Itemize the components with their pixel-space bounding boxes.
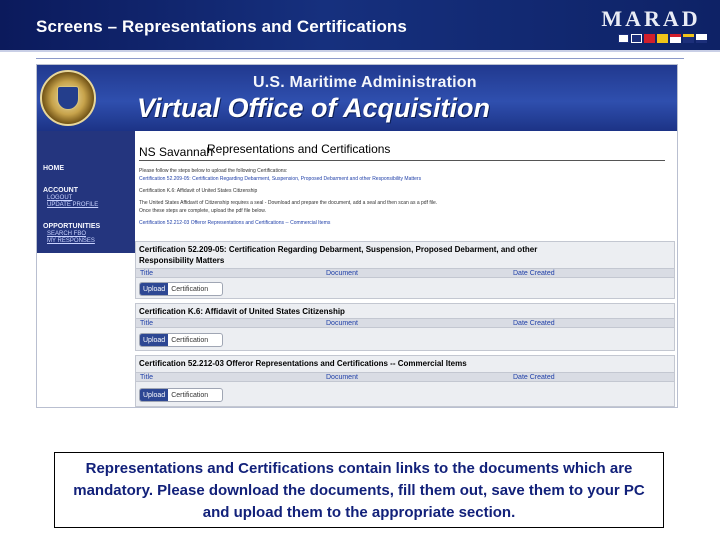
col-title: Title xyxy=(140,270,153,277)
col-date-created: Date Created xyxy=(513,374,555,381)
cert-columns xyxy=(136,268,674,278)
col-date-created: Date Created xyxy=(513,270,555,277)
marad-logo-text: MARAD xyxy=(601,6,701,31)
upload-label: Upload xyxy=(140,334,168,346)
cert-section xyxy=(135,355,675,407)
caption-box: Representations and Certifications contain links to the documents which are mandatory. Please download the documents, fill them out, save them to your PC and upload them to the appropriate section. xyxy=(54,452,664,528)
col-date-created: Date Created xyxy=(513,320,555,327)
nav-update-profile[interactable]: UPDATE PROFILE xyxy=(47,202,99,208)
nav-opportunities[interactable]: OPPORTUNITIES xyxy=(43,223,101,230)
marad-logo xyxy=(588,6,714,48)
nav-search-fbo[interactable]: SEARCH FBO xyxy=(47,231,87,237)
col-title: Title xyxy=(140,320,153,327)
left-nav xyxy=(37,131,135,253)
upload-certification-button[interactable] xyxy=(139,333,223,347)
signal-flags-icon xyxy=(618,34,707,44)
heading-divider xyxy=(139,160,665,161)
cert-k6-text: Certification K.6: Affidavit of United States Citizenship xyxy=(139,188,258,193)
cert-52-209-05-link[interactable]: Certification 52.209-05: Certification Regarding Debarment, Suspension, Proposed Debarment and other Responsibility Matters xyxy=(139,176,422,181)
site-title: Virtual Office of Acquisition xyxy=(137,93,491,123)
cert-52-212-03-link[interactable]: Certification 52.212-03 Offeror Representations and Certifications -- Commercial Items xyxy=(139,220,331,225)
header-divider xyxy=(36,58,684,59)
cert-columns xyxy=(136,318,674,328)
cert-section xyxy=(135,241,675,299)
affidavit-instructions: The United States Affidavit of Citizenship requires a seal - Download and prepare the document, add a seal and then scan as a pdf file. xyxy=(139,200,438,205)
site-banner xyxy=(37,65,677,131)
certification-label: Certification xyxy=(171,336,209,344)
certification-label: Certification xyxy=(171,391,209,399)
cert-columns xyxy=(136,372,674,382)
col-document: Document xyxy=(326,320,358,327)
nav-logout[interactable]: LOGOUT xyxy=(47,195,73,201)
cert-section-title: Certification 52.209-05: Certification Regarding Debarment, Suspension, Proposed Debarment, and other Responsibility Matters xyxy=(139,245,538,265)
upload-instructions: Once these steps are complete, upload the pdf file below. xyxy=(139,208,267,213)
slide-title: Screens – Representations and Certifications xyxy=(36,17,407,36)
website-screenshot xyxy=(36,64,678,408)
site-agency-name: U.S. Maritime Administration xyxy=(253,74,477,91)
instructions-intro: Please follow the steps below to upload the following Certifications: xyxy=(139,168,288,173)
page-heading: Representations and Certifications xyxy=(207,142,391,156)
cert-section-title: Certification 52.212-03 Offeror Representations and Certifications -- Commercial Items xyxy=(139,359,467,368)
col-document: Document xyxy=(326,374,358,381)
nav-account[interactable]: ACCOUNT xyxy=(43,187,78,194)
agency-seal-icon xyxy=(40,70,96,126)
upload-certification-button[interactable] xyxy=(139,388,223,402)
nav-home[interactable]: HOME xyxy=(43,165,64,172)
certification-label: Certification xyxy=(171,285,209,293)
cert-section xyxy=(135,303,675,351)
cert-section-title: Certification K.6: Affidavit of United States Citizenship xyxy=(139,307,345,316)
main-content xyxy=(135,131,675,408)
col-document: Document xyxy=(326,270,358,277)
slide-header xyxy=(0,0,720,52)
upload-label: Upload xyxy=(140,389,168,401)
vessel-name: NS Savannah xyxy=(139,145,214,159)
col-title: Title xyxy=(140,374,153,381)
nav-my-responses[interactable]: MY RESPONSES xyxy=(47,238,95,244)
upload-certification-button[interactable] xyxy=(139,282,223,296)
upload-label: Upload xyxy=(140,283,168,295)
